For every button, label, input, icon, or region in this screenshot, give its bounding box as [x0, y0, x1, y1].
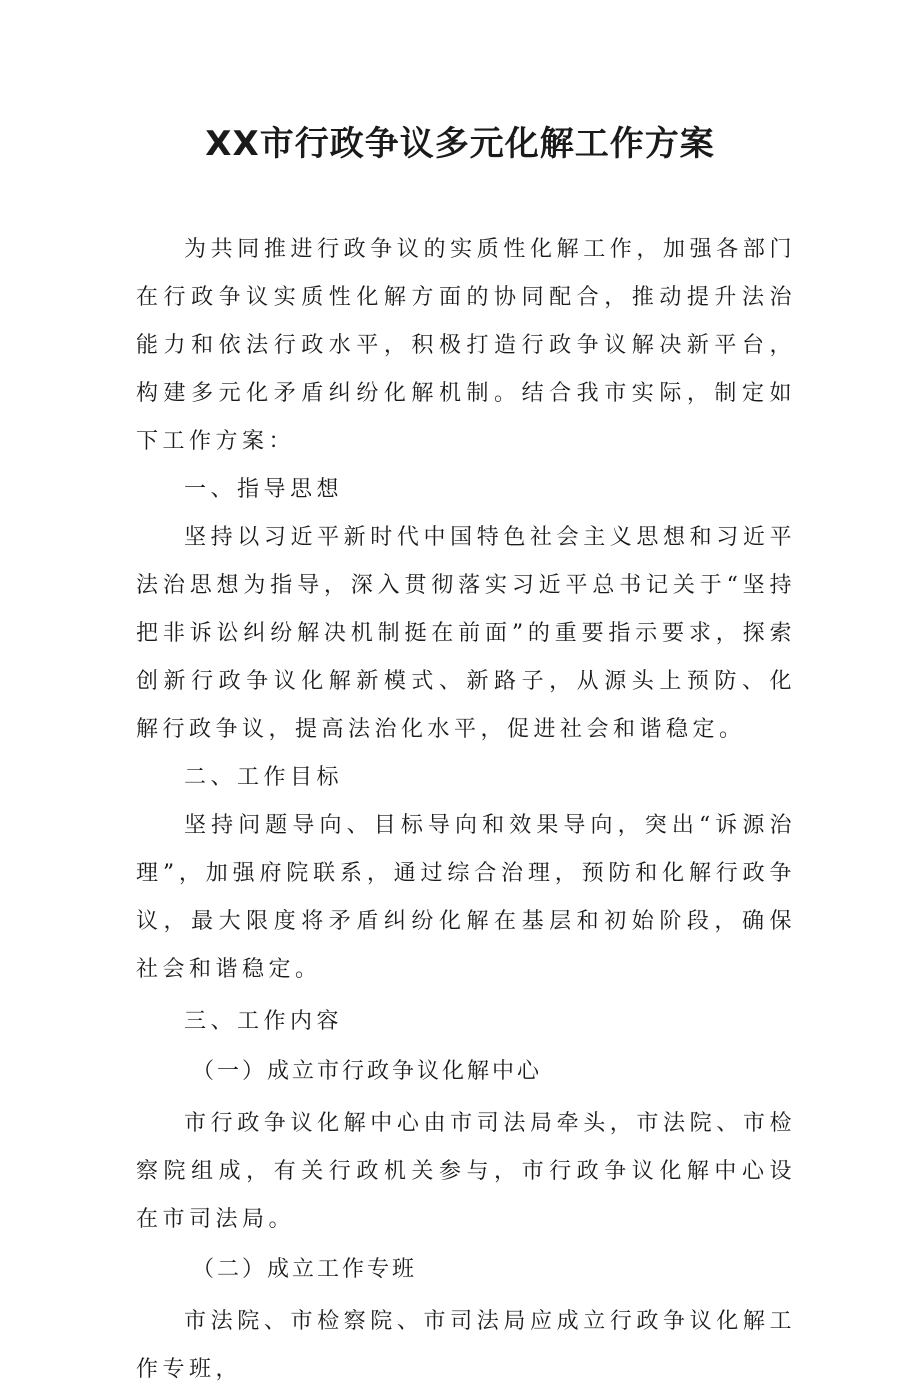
- document-body: [136, 226, 796, 1394]
- intro-paragraph: 为共同推进行政争议的实质性化解工作，加强各部门在行政争议实质性化解方面的协同配合，推动提升法治能力和依法行政水平，积极打造行政争议解决新平台，构建多元化矛盾纠纷化解机制。结合我市实际，制定如下工作方案：: [136, 237, 796, 454]
- body-paragraph: 坚持以习近平新时代中国特色社会主义思想和习近平法治思想为指导，深入贯彻落实习近平总书记关于“坚持把非诉讼纠纷解决机制挺在前面”的重要指示要求，探索创新行政争议化解新模式、新路子，从源头上预防、化解行政争议，提高法治化水平，促进社会和谐稳定。: [136, 525, 796, 742]
- document-title: XX市行政争议多元化解工作方案: [205, 124, 715, 164]
- body-paragraph: 市行政争议化解中心由市司法局牵头，市法院、市检察院组成，有关行政机关参与，市行政争议化解中心设在市司法局。: [136, 1111, 796, 1232]
- section-heading: 一、指导思想: [184, 477, 344, 502]
- section-heading: 三、工作内容: [184, 1009, 344, 1034]
- body-paragraph: 市法院、市检察院、市司法局应成立行政争议化解工作专班，: [136, 1309, 796, 1382]
- subsection-heading: （二）成立工作专班: [192, 1257, 418, 1282]
- body-paragraph: 坚持问题导向、目标导向和效果导向，突出“诉源治理”，加强府院联系，通过综合治理，预防和化解行政争议，最大限度将矛盾纠纷化解在基层和初始阶段，确保社会和谐稳定。: [136, 813, 796, 982]
- subsection-heading: （一）成立市行政争议化解中心: [192, 1059, 543, 1084]
- section-heading: 二、工作目标: [184, 765, 344, 790]
